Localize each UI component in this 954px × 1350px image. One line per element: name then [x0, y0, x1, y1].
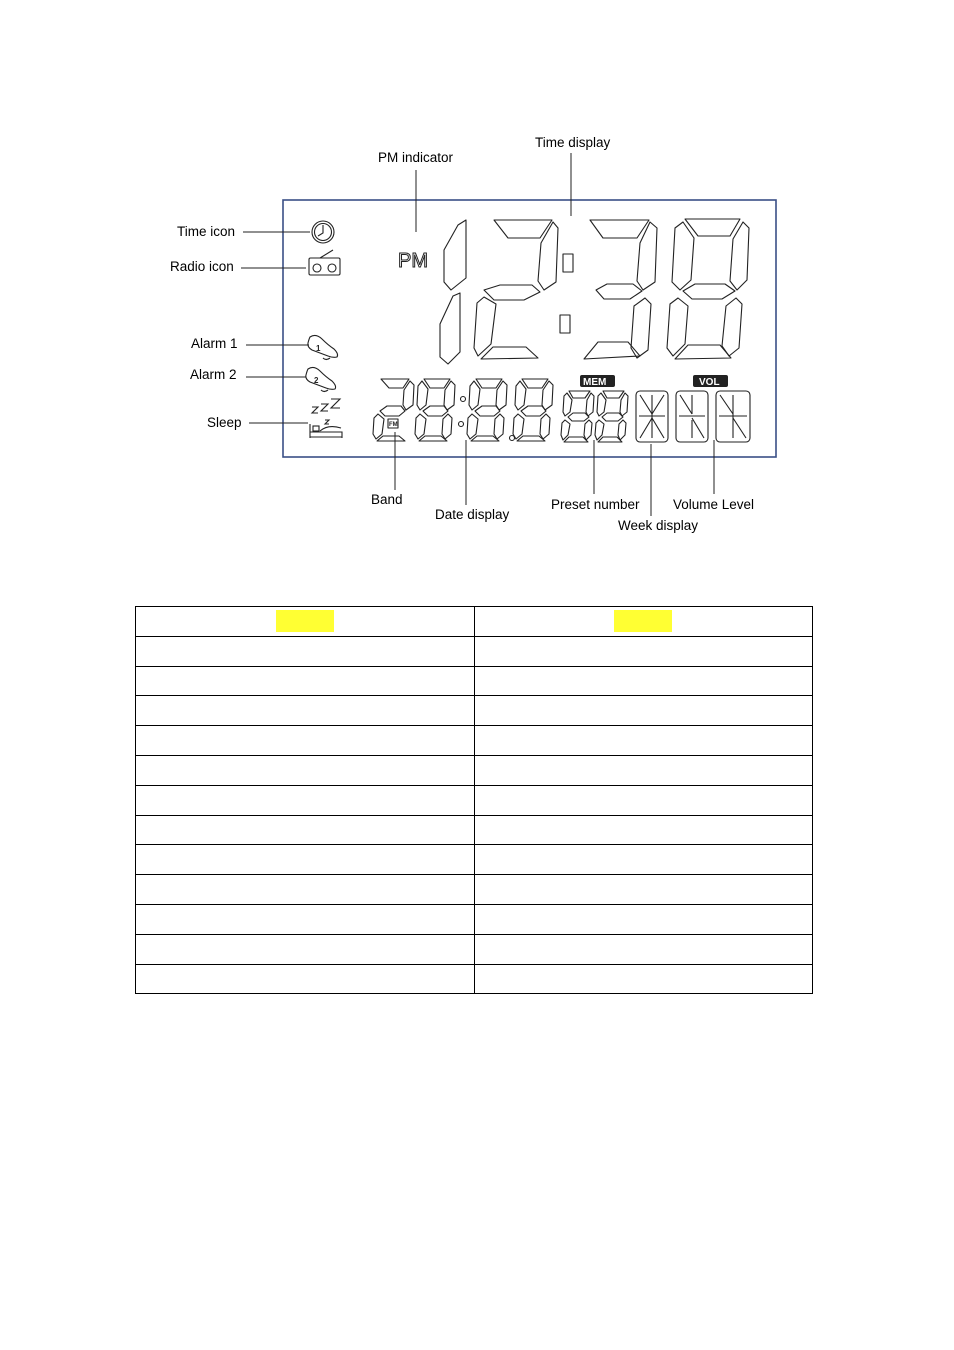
table-cell: [136, 964, 475, 994]
time-digit-1: [440, 220, 466, 364]
preset-digit-2: [595, 391, 628, 442]
label-preset-number: Preset number: [551, 497, 640, 512]
table-row: [136, 636, 813, 666]
table-cell: [136, 815, 475, 845]
alarm-2-bell-icon: [306, 367, 336, 391]
table-cell: [136, 696, 475, 726]
week-display-char-3: [716, 391, 750, 442]
table-cell: [136, 666, 475, 696]
mem-tag: [580, 375, 615, 388]
label-pm-indicator: PM indicator: [378, 150, 454, 165]
table-cell: [136, 845, 475, 875]
label-alarm2: Alarm 2: [190, 367, 237, 382]
label-volume-level: Volume Level: [673, 497, 755, 512]
week-display-char-2: [676, 391, 708, 442]
table-header-cell: [474, 607, 813, 637]
table-cell: [474, 726, 813, 756]
label-alarm1: Alarm 1: [191, 336, 238, 351]
table-row: [136, 696, 813, 726]
label-band: Band: [371, 492, 403, 507]
radio-icon: [309, 250, 340, 275]
time-digit-2: [474, 220, 558, 359]
table-row: [136, 904, 813, 934]
svg-text:VOL: VOL: [699, 377, 720, 388]
label-date-display: Date display: [435, 507, 510, 522]
time-digit-3: [584, 220, 657, 359]
table-cell: [474, 904, 813, 934]
table-row: [136, 815, 813, 845]
table-row: [136, 934, 813, 964]
table-row: [136, 964, 813, 994]
date-digit-2: [415, 379, 455, 441]
table-cell: [136, 904, 475, 934]
highlight-mark: [276, 610, 334, 632]
table-row: [136, 785, 813, 815]
table-header-row: [136, 607, 813, 637]
vol-tag: [693, 375, 728, 388]
label-time-icon: Time icon: [177, 224, 236, 239]
table-cell: [474, 666, 813, 696]
table-row: [136, 875, 813, 905]
sleep-zzz-icon: [312, 399, 340, 413]
label-week-display: Week display: [618, 518, 699, 533]
date-digit-4: [513, 379, 553, 441]
week-display-char-1: [636, 391, 668, 442]
leader-lines: [241, 153, 714, 516]
spec-table: [135, 606, 813, 994]
label-time-display: Time display: [535, 135, 611, 150]
time-colon: [560, 254, 573, 333]
table-row: [136, 845, 813, 875]
label-sleep: Sleep: [207, 415, 242, 430]
table-row: [136, 755, 813, 785]
table-cell: [474, 785, 813, 815]
table-cell: [474, 964, 813, 994]
table-cell: [136, 726, 475, 756]
alarm-1-bell-icon: [308, 335, 338, 359]
date-digit-1: [373, 379, 414, 441]
table-cell: [136, 934, 475, 964]
time-digit-4: [667, 219, 749, 359]
date-colon-upper: [459, 397, 466, 427]
table-cell: [474, 845, 813, 875]
table-cell: [474, 755, 813, 785]
table-row: [136, 666, 813, 696]
table-header-cell: [136, 607, 475, 637]
clock-icon: [312, 221, 334, 243]
table-cell: [474, 696, 813, 726]
svg-text:2: 2: [314, 376, 319, 385]
table-cell: [136, 755, 475, 785]
highlight-mark: [614, 610, 672, 632]
svg-text:1: 1: [316, 344, 321, 353]
date-digit-3: [467, 379, 507, 441]
table-cell: [136, 785, 475, 815]
pm-indicator: PM: [398, 250, 428, 272]
table-cell: [474, 875, 813, 905]
table-cell: [136, 875, 475, 905]
table-cell: [474, 934, 813, 964]
band-tag: FM: [389, 422, 398, 428]
table-cell: [474, 636, 813, 666]
table-cell: [136, 636, 475, 666]
svg-text:MEM: MEM: [583, 377, 607, 388]
table-cell: [474, 815, 813, 845]
label-radio-icon: Radio icon: [170, 259, 234, 274]
table-row: [136, 726, 813, 756]
sleep-bed-icon: [310, 420, 342, 438]
lcd-diagram: [0, 0, 954, 600]
preset-digit-1: [561, 391, 594, 442]
